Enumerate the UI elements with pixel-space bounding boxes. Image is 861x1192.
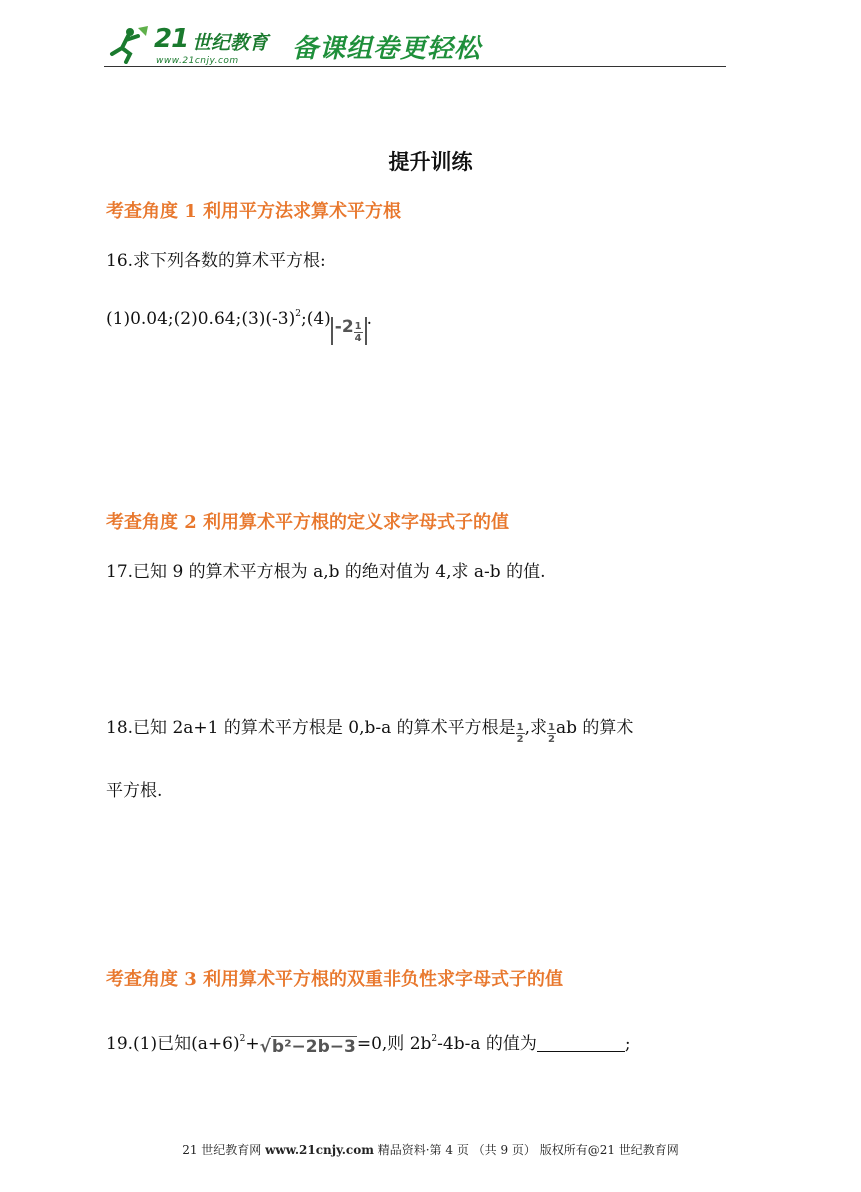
fraction: $\frac{1}{2}$ xyxy=(548,722,555,745)
section-heading-2: 考查角度 2 利用算术平方根的定义求字母式子的值 xyxy=(106,512,510,533)
question-16-stem: 16.求下列各数的算术平方根: xyxy=(106,251,326,271)
logo-url: www.21cnjy.com xyxy=(156,56,239,66)
section-heading-3: 考查角度 3 利用算术平方根的双重非负性求字母式子的值 xyxy=(106,969,564,990)
question-16-parts: $(1)0.04;(2)0.64;(3)(-3)^2;(4)$ -2 $\frac{1}{4}$ . xyxy=(106,309,373,344)
logo-mark: 21 xyxy=(154,24,189,54)
runner-logo-icon xyxy=(108,24,152,64)
page-title: 提升训练 xyxy=(388,149,473,174)
question-19: 19.(1)已知$(a+6)^2+√b^2-2b-3=0$,则 $2b^2-4b-a$ 的值为 ; xyxy=(106,1034,631,1057)
fraction: $\frac{1}{2}$ xyxy=(516,722,524,745)
section-heading-1: 考查角度 1 利用平方法求算术平方根 xyxy=(106,201,402,222)
square-root-expression: √b²−2b−3 xyxy=(259,1037,356,1057)
footer-url-link[interactable]: www.21cnjy.com xyxy=(265,1143,374,1157)
question-17: 17.已知 9 的算术平方根为 a,b 的绝对值为 4,求 a-b 的值. xyxy=(106,562,546,582)
page-header xyxy=(104,22,726,72)
logo-name: 世纪教育 xyxy=(192,32,269,54)
page-footer: 21 世纪教育网 www.21cnjy.com 精品资料·第 4 页 （共 9 页） 版权所有@21 世纪教育网 xyxy=(182,1143,679,1157)
question-18-line1: 18.已知 2a+1 的算术平方根是 0,b-a 的算术平方根是 $\frac{1}{2}$ ,求 $\frac{1}{2}$ ab 的算术 xyxy=(106,718,634,745)
fraction: $\frac{1}{4}$ xyxy=(354,321,362,344)
absolute-value-expression: -2 $\frac{1}{4}$ xyxy=(331,317,367,345)
question-18-line2: 平方根. xyxy=(106,781,163,801)
answer-blank[interactable] xyxy=(537,1033,625,1052)
header-divider xyxy=(104,66,726,67)
header-slogan: 备课组卷更轻松 xyxy=(292,34,482,64)
